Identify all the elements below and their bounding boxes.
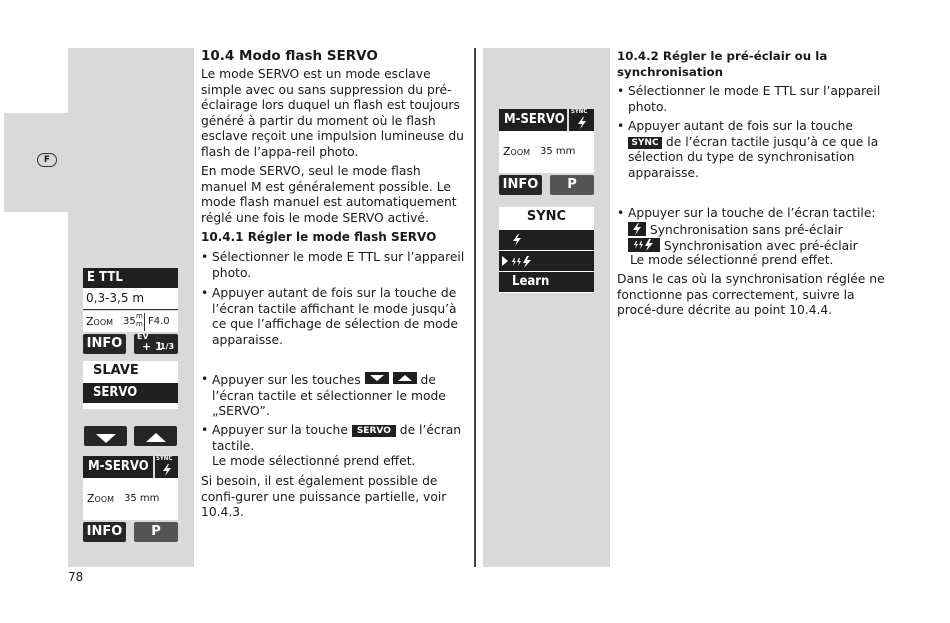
arrow-up-button[interactable] (134, 426, 177, 446)
lcd-ettl-title: E TTL (83, 268, 178, 288)
lcd-mservo-screen-right (499, 109, 594, 197)
step-press-sync-pre: Appuyer autant de fois sur la touche (628, 119, 853, 133)
p-button[interactable]: P (134, 522, 178, 542)
flash-bolt-key-icon (628, 222, 646, 236)
step-select-ettl: • Sélectionner le mode E TTL sur l’appareil photo. (201, 250, 465, 280)
margin-tab (4, 113, 68, 212)
lcd-servo-option[interactable]: SERVO (83, 383, 178, 403)
lcd-zoom-label-2: Zoom (87, 492, 115, 505)
learn-option[interactable]: Learn (499, 272, 594, 292)
info-button-2[interactable]: INFO (83, 522, 126, 542)
sync-option-line-1 (628, 222, 887, 239)
ev-button[interactable] (134, 334, 178, 354)
lcd-slave-label: SLAVE (93, 363, 139, 378)
sync-label-right: SYNC (571, 108, 588, 115)
step-press-arrows: • Appuyer sur les touches de l’écran tactile et sélectionner le mode „SERVO”. (201, 372, 446, 418)
step-press-arrows-post: de l’écran tactile et sélectionner le mode „SERVO”. (212, 373, 446, 418)
step-press-sync: • Appuyer autant de fois sur la touche SYNC de l’écran tactile jusqu’à ce que la sélection du type de synchronisation apparaisse. (617, 119, 879, 180)
lcd-zoom-value: 35 (123, 316, 136, 327)
sync-option-2-text: Synchronisation avec pré-éclair (663, 239, 858, 253)
sync-button[interactable] (155, 456, 178, 478)
heading-preflash-sync (617, 48, 877, 80)
language-tab-badge: F (37, 153, 57, 167)
step-touch-screen: • Appuyer sur la touche de l’écran tactile: Synchronisation sans pré-éclair Synchronisation avec pré-éclair (617, 206, 887, 255)
lcd-range-row (83, 288, 178, 310)
step-select-ettl-text: Sélectionner le mode E TTL sur l’appareil photo. (212, 250, 465, 280)
lcd-zoom-row-right (499, 131, 594, 173)
flash-bolt-icon (512, 234, 522, 246)
lcd-range-value: 0,3-3,5 m (86, 291, 145, 305)
lcd-zoom-row (83, 311, 178, 332)
lcd-aperture: F4.0 (148, 316, 170, 327)
lcd-divider (144, 313, 145, 331)
p-button-right[interactable]: P (550, 175, 594, 195)
lcd-zoom-label: Zoom (86, 315, 114, 328)
paragraph-servo-manual: En mode SERVO, seul le mode flash manuel M est généralement possible. Le mode flash manuel est automatiquement réglé une fois le mode SERVO activé. (201, 164, 457, 225)
heading-servo-mode: 10.4 Modo flash SERVO (201, 48, 378, 64)
arrow-down-icon (96, 434, 116, 443)
lcd-zoom-value-right: 35 mm (540, 146, 576, 157)
preflash-key-icon (628, 238, 660, 252)
flash-bolt-icon (162, 464, 172, 476)
paragraph-sync-troubleshoot: Dans le cas où la synchronisation réglée ne fonctionne pas correctement, suivre la procé-dure décrite au point 10.4.4. (617, 272, 885, 317)
lcd-zoom-unit: m m (136, 312, 143, 328)
heading-set-servo: 10.4.1 Régler le mode flash SERVO (201, 230, 437, 244)
ev-label: EV (137, 332, 149, 341)
lcd-mservo-title: M-SERVO (83, 456, 153, 478)
info-button-right[interactable]: INFO (499, 175, 542, 195)
selection-pointer-icon (502, 256, 508, 266)
step-press-servo-note: Le mode sélectionné prend effet. (212, 454, 416, 468)
sync-menu-title: SYNC (526, 209, 567, 224)
lcd-mservo-screen (83, 456, 178, 544)
preflash-bolts-icon (511, 256, 533, 268)
lcd-zoom-value-2: 35 mm (124, 493, 160, 504)
arrow-up-icon (146, 433, 166, 442)
step-press-mode-key: • Appuyer autant de fois sur la touche de l’écran tactile affichant le mode jusqu’à ce que l’affichage de sélection de mode apparaisse. (201, 286, 466, 348)
step-press-arrows-pre: Appuyer sur les touches (212, 373, 361, 387)
lcd-sync-menu (499, 207, 594, 293)
sync-key: SYNC (628, 137, 662, 149)
lcd-ettl-screen (83, 268, 178, 356)
heading-preflash-sync-text: 10.4.2 Régler le pré-éclair ou la synchronisation (617, 49, 828, 79)
servo-key: SERVO (352, 425, 396, 437)
step-select-ettl-right: • Sélectionner le mode E TTL sur l’appareil photo. (617, 84, 887, 115)
paragraph-partial-power: Si besoin, il est également possible de confi-gurer une puissance partielle, voir 10.4.3. (201, 474, 447, 519)
sync-option-1-text: Synchronisation sans pré-éclair (649, 222, 843, 237)
lcd-zoom-row-2 (83, 478, 178, 520)
step-press-servo-post: de l’écran tactile. (212, 423, 462, 453)
sync-mode-note: Le mode sélectionné prend effet. (630, 253, 834, 267)
step-touch-screen-text: Appuyer sur la touche de l’écran tactile: (628, 206, 876, 220)
flash-bolt-icon (577, 117, 587, 129)
lcd-zoom-label-right: Zoom (503, 145, 531, 158)
column-divider (474, 48, 476, 567)
step-press-servo-pre: Appuyer sur la touche (212, 423, 348, 437)
ev-value: + 1 (142, 340, 163, 353)
sync-option-no-preflash[interactable] (499, 230, 594, 250)
step-press-sync-post: de l’écran tactile jusqu’à ce que la sélection du type de synchronisation apparaisse. (628, 134, 879, 180)
ev-fraction: 1/3 (160, 342, 175, 351)
up-key-icon (393, 372, 417, 384)
step-select-ettl-right-text: Sélectionner le mode E TTL sur l’appareil photo. (628, 84, 881, 114)
sync-label: SYNC (156, 455, 173, 462)
step-press-mode-key-text: Appuyer autant de fois sur la touche de l’écran tactile affichant le mode jusqu’à ce que l’affichage de sélection de mode apparaisse. (212, 286, 459, 347)
lcd-mode-select-screen (83, 361, 178, 409)
sync-option-preflash[interactable] (499, 251, 594, 271)
step-press-servo: • Appuyer sur la touche SERVO de l’écran tactile. Le mode sélectionné prend effet. (201, 423, 466, 470)
down-key-icon (365, 372, 389, 384)
sync-button-right[interactable] (569, 109, 594, 131)
arrow-down-button[interactable] (84, 426, 127, 446)
info-button[interactable]: INFO (83, 334, 126, 354)
lcd-mservo-title-right: M-SERVO (499, 109, 567, 131)
page-number: 78 (68, 570, 84, 584)
paragraph-servo-intro: Le mode SERVO est un mode esclave simple avec ou sans suppression du pré-éclairage lors duquel un flash est toujours généré à partir du moment où le flash esclave reçoit une impulsion lumineuse du flash de l’appa-reil photo. (201, 67, 464, 159)
